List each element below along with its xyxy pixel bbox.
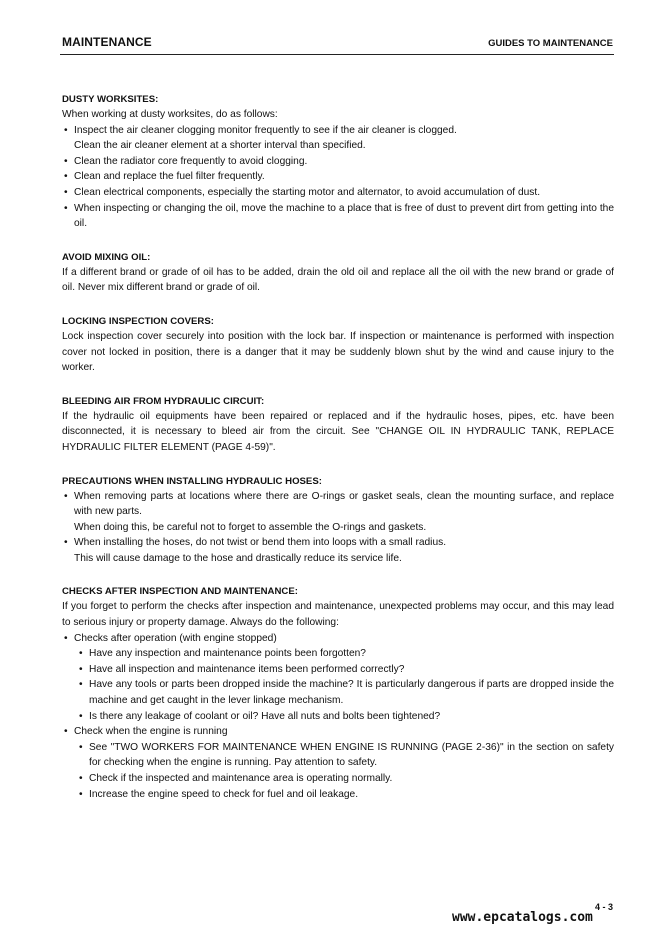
- list-item: • Clean electrical components, especially the starting motor and alternator, to avoid accumulation of dust.: [62, 185, 614, 201]
- section-title: CHECKS AFTER INSPECTION AND MAINTENANCE:: [62, 586, 298, 598]
- sub-bullet-list: [78, 740, 614, 802]
- bullet-list: [62, 489, 614, 567]
- bullet-list: [62, 631, 614, 803]
- list-item-subtext: Clean the air cleaner element at a shorter interval than specified.: [74, 140, 366, 152]
- section-dusty-worksites: [62, 92, 614, 232]
- list-item-subtext: When doing this, be careful not to forget to assemble the O-rings and gaskets.: [74, 521, 427, 533]
- header-section-title: MAINTENANCE: [62, 35, 152, 49]
- section-title: LOCKING INSPECTION COVERS:: [62, 315, 214, 327]
- bullet-list: [62, 123, 614, 232]
- page-number: 4 - 3: [594, 902, 613, 912]
- list-item: • When inspecting or changing the oil, move the machine to a place that is free of dust to prevent dirt from getting into the oil.: [62, 201, 614, 232]
- list-item: [62, 489, 614, 536]
- section-title: DUSTY WORKSITES:: [62, 94, 159, 105]
- list-item-text: When removing parts at locations where there are O-rings or gasket seals, clean the mounting surface, and replace with new parts.: [74, 490, 614, 518]
- section-locking-inspection-covers: [62, 314, 614, 376]
- sub-bullet-list: [78, 646, 614, 724]
- section-text: Lock inspection cover securely into position with the lock bar. If inspection or maintenance is performed with inspection cover not locked in position, there is a danger that it may be suddenly blown shut by the wind and cause injury to the worker.: [62, 330, 614, 374]
- list-item: • Clean and replace the fuel filter frequently.: [62, 169, 614, 185]
- watermark-url: www.epcatalogs.com: [452, 910, 593, 925]
- list-item: [62, 724, 614, 802]
- section-text: If a different brand or grade of oil has to be added, drain the old oil and replace all the oil with the new brand or grade of oil. Never mix different brand or grade of oil.: [62, 266, 614, 294]
- list-item: [62, 535, 614, 566]
- sub-list-item: • See "TWO WORKERS FOR MAINTENANCE WHEN ENGINE IS RUNNING (PAGE 2-36)" in the section on safety for checking when the engine is running. Pay attention to safety.: [78, 740, 614, 771]
- section-title: AVOID MIXING OIL:: [62, 251, 151, 263]
- section-title: BLEEDING AIR FROM HYDRAULIC CIRCUIT:: [62, 395, 265, 407]
- page-content: [62, 92, 614, 820]
- list-item-text: Check when the engine is running: [74, 726, 228, 738]
- section-intro: If you forget to perform the checks after inspection and maintenance, unexpected problems may occur, and this may lead to serious injury or property damage. Always do the following:: [62, 601, 614, 629]
- header-divider: [60, 54, 614, 55]
- section-hydraulic-hoses: [62, 474, 614, 567]
- section-bleeding-air: [62, 394, 614, 456]
- section-title: PRECAUTIONS WHEN INSTALLING HYDRAULIC HOSES:: [62, 475, 322, 487]
- section-checks-after-maintenance: [62, 584, 614, 802]
- list-item: [62, 123, 614, 154]
- sub-list-item: • Is there any leakage of coolant or oil? Have all nuts and bolts been tightened?: [78, 709, 614, 725]
- section-avoid-mixing-oil: [62, 250, 614, 296]
- section-intro: When working at dusty worksites, do as follows:: [62, 109, 278, 120]
- list-item-text: Checks after operation (with engine stopped): [74, 632, 277, 644]
- list-item-text: Inspect the air cleaner clogging monitor frequently to see if the air cleaner is clogged.: [74, 124, 457, 136]
- sub-list-item: • Have any tools or parts been dropped inside the machine? It is particularly dangerous if parts are dropped inside the machine and get caught in the lever linkage mechanism.: [78, 677, 614, 708]
- section-text: If the hydraulic oil equipments have been repaired or replaced and if the hydraulic hoses, pipes, etc. have been disconnected, it is necessary to bleed air from the circuit. See "CHANGE OIL IN HYDRAULIC TANK, REPLACE HYDRAULIC FILTER ELEMENT (PAGE 4-59)".: [62, 410, 614, 453]
- sub-list-item: • Increase the engine speed to check for fuel and oil leakage.: [78, 787, 614, 803]
- sub-list-item: • Have any inspection and maintenance points been forgotten?: [78, 646, 614, 662]
- list-item: • Clean the radiator core frequently to avoid clogging.: [62, 154, 614, 170]
- sub-list-item: • Check if the inspected and maintenance area is operating normally.: [78, 771, 614, 787]
- sub-list-item: • Have all inspection and maintenance items been performed correctly?: [78, 662, 614, 678]
- list-item-text: When installing the hoses, do not twist or bend them into loops with a small radius.: [74, 537, 447, 549]
- list-item: [62, 631, 614, 725]
- list-item-subtext: This will cause damage to the hose and drastically reduce its service life.: [74, 552, 402, 564]
- header-chapter-title: GUIDES TO MAINTENANCE: [488, 38, 613, 49]
